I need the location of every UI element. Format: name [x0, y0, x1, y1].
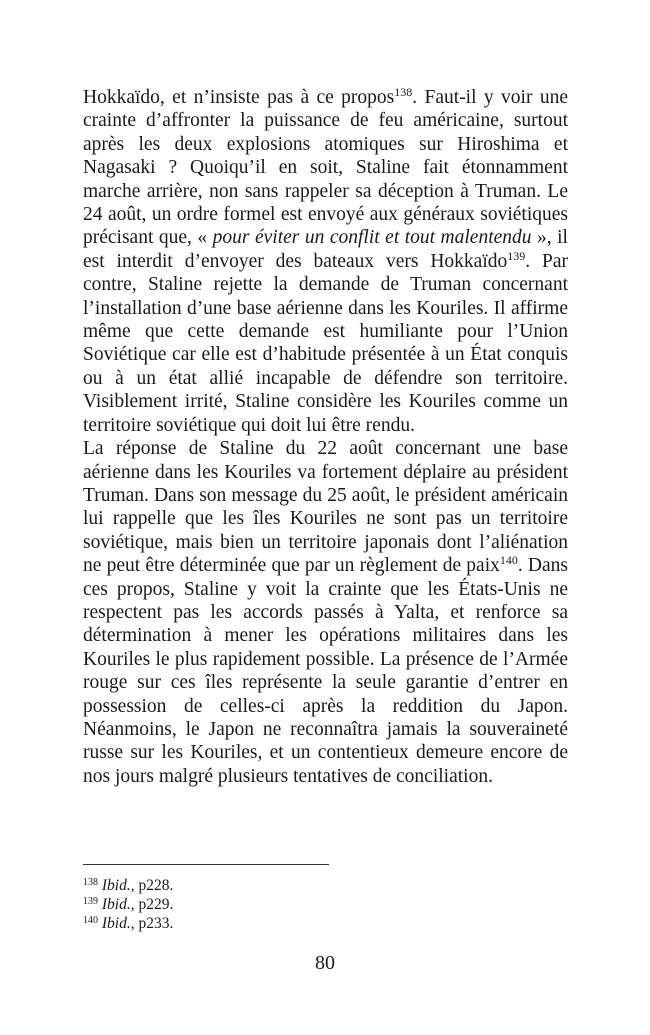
footnote: [83, 876, 383, 895]
quotation: pour éviter un conflit et tout malentendu: [212, 227, 532, 249]
paragraph-text: », il est interdit d’envoyer des bateaux vers Hokkaïdo: [83, 227, 568, 272]
footnotes: [83, 876, 383, 933]
footnote-ref[interactable]: 140: [499, 553, 518, 568]
paragraph-text: . Par contre, Staline rejette la demande de Truman concernant l’installation d’une base aérienne dans les Kouriles. Il affirme même que cette demande est humiliante pour l’Union Soviétique car elle est d’habitude présentée à un État conquis ou à un état allié incapable de défendre son territoire. Visiblement irrité, Staline considère les Kouriles comme un territoire soviétique qui doit lui être rendu.: [83, 250, 568, 436]
footnote: [83, 895, 383, 914]
footnote-number: 138: [83, 877, 98, 888]
footnote-ibid: Ibid.: [101, 915, 131, 932]
footnote-ref[interactable]: 138: [394, 85, 413, 99]
footnote: [83, 914, 383, 933]
footnote-page: , p229.: [130, 896, 174, 913]
footnote-ref[interactable]: 139: [507, 248, 526, 263]
paragraph: [83, 437, 568, 788]
footnote-number: 139: [83, 896, 98, 907]
footnote-page: , p228.: [130, 877, 174, 894]
footnote-ibid: Ibid.: [101, 896, 131, 913]
paragraph-text: La réponse de Staline du 22 août concernant une base aérienne dans les Kouriles va fortement déplaire au président Truman. Dans son message du 25 août, le président américain lui rappelle que les îles Kouriles ne sont pas un territoire soviétique, mais bien un territoire japonais dont l’aliénation ne peut être déterminée que par un règlement de paix: [83, 438, 568, 577]
page-number: 80: [315, 952, 335, 974]
footnote-number: 140: [83, 915, 98, 926]
footnote-ibid: Ibid.: [101, 877, 131, 894]
paragraph: [83, 86, 568, 437]
body-text: [83, 86, 568, 788]
paragraph-text: . Dans ces propos, Staline y voit la crainte que les États-Unis ne respectent pas les accords passés à Yalta, et renforce sa détermination à mener les opérations militaires dans les Kouriles le plus rapidement possible. La présence de l’Armée rouge sur ces îles représente la seule garantie d’entrer en possession de celles-ci après la reddition du Japon. Néanmoins, le Japon ne reconnaîtra jamais la souveraineté russe sur les Kouriles, et un contentieux demeure encore de nos jours malgré plusieurs tentatives de conciliation.: [83, 555, 568, 787]
paragraph-text: Hokkaïdo, et n’insiste pas à ce propos: [83, 87, 395, 108]
footnote-page: , p233.: [130, 915, 174, 932]
footnote-separator: [83, 864, 329, 865]
paragraph-text: . Faut-il y voir une crainte d’affronter la puissance de feu américaine, surtout après les deux explosions atomiques sur Hiroshima et Nagasaki ? Quoiqu’il en soit, Staline fait étonnamment marche arrière, non sans rappeler sa déception à Truman. Le 24 août, un ordre formel est envoyé aux généraux soviétiques précisant que, «: [83, 87, 568, 249]
